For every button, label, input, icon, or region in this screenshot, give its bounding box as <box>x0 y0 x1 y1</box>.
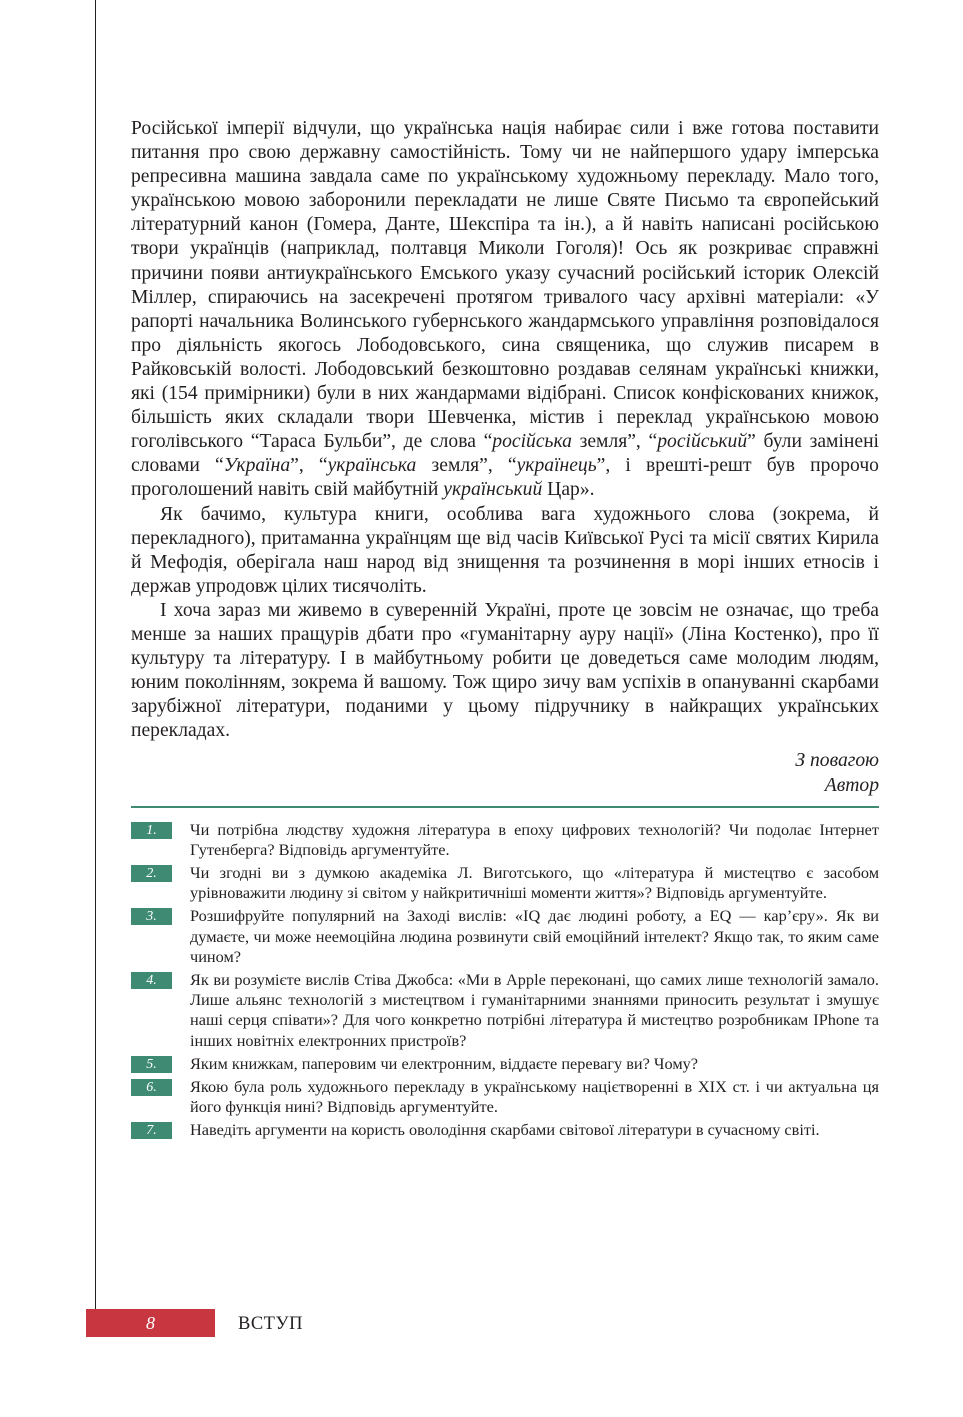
question-number-badge: 6. <box>131 1079 172 1096</box>
question-text: Чи згодні ви з думкою академіка Л. Виготського, що «література й мистецтво є засобом урівноважити людину зі світом у найкритичніші моменти життя»? Відповідь аргументуйте. <box>190 863 879 903</box>
page-content <box>131 117 879 1144</box>
body-paragraph <box>131 599 879 744</box>
text-run: ”, і врешті-решт був пророчо проголошений навіть свій майбутній <box>131 455 879 501</box>
question-text: Як ви розумієте вислів Стіва Джобса: «Ми в Apple переконані, що самих лише технологій замало. Лише альянс технологій з мистецтвом і гуманітарними знаннями приносить результат і змушує наші серця співати»? Для чого конкретно потрібні література й мистецтво розробникам IPhone та інших новітніх електронних пристроїв? <box>190 970 879 1050</box>
body-paragraph <box>131 503 879 599</box>
signature-closing: З повагою <box>795 750 879 772</box>
page-number: 8 <box>146 1313 155 1333</box>
body-paragraph <box>131 117 879 503</box>
italic-term: Україна <box>223 455 291 477</box>
question-text: Яким книжкам, паперовим чи електронним, віддаєте перевагу ви? Чому? <box>190 1053 698 1073</box>
question-number-badge: 3. <box>131 908 172 925</box>
question-item <box>131 1077 879 1117</box>
question-text: Розшифруйте популярний на Заході вислів: «IQ дає людині роботу, а EQ — кар’єру». Як ви думаєте, чи може неемоційна людина розвинути свій емоційний інтелект? Якщо так, то яким саме чином? <box>190 906 879 966</box>
questions-list <box>131 820 879 1141</box>
text-run: земля”, “ <box>416 455 517 477</box>
question-number-badge: 5. <box>131 1056 172 1073</box>
italic-term: українець <box>516 455 597 477</box>
section-divider <box>131 806 879 808</box>
question-item <box>131 1054 879 1074</box>
question-number-badge: 4. <box>131 972 172 989</box>
signature-author: Автор <box>824 774 879 796</box>
margin-rule <box>95 0 96 1310</box>
question-item <box>131 863 879 903</box>
question-item <box>131 1120 879 1140</box>
text-run: ” були замінені словами “ <box>131 431 880 477</box>
page-number-bar <box>86 1309 215 1337</box>
text-run: Цар». <box>542 479 595 501</box>
text-run: Як бачимо, культура книги, особлива вага художнього слова (зокрема, й перекладного), притаманна українцям ще від часів Київської Русі та місії святих Кирила й Мефодія, оберігала наш народ від знищення та розчинення в морі інших етносів і держав упродовж цілих тисячоліть. <box>131 503 879 597</box>
signature <box>131 749 879 797</box>
question-number-badge: 7. <box>131 1122 172 1139</box>
body-text <box>131 117 879 743</box>
question-text: Якою була роль художнього перекладу в українському націєтворенні в XIX ст. і чи актуальна ця його функція нині? Відповідь аргументуйте. <box>190 1077 879 1117</box>
question-text: Чи потрібна людству художня література в епоху цифрових технологій? Чи подолає Інтернет Гутенберга? Відповідь аргументуйте. <box>190 819 879 859</box>
italic-term: український <box>443 479 543 501</box>
text-run: Російської імперії відчули, що українська нація набирає сили і вже готова поставити питання про свою державну самостійність. Тому чи не найпершого удару імперська репресивна машина завдала саме по українському художньому перекладу. Мало того, українською мовою заборонили перекладати не лише Святе Письмо та європейський літературний канон (Гомера, Данте, Шекспіра та ін.), а й навіть написані російською твори українців (наприклад, полтавця Миколи Гоголя)! Ось як розкриває справжні причини появи антиукраїнського Емського указу сучасний російський історик Олексій Міллер, спираючись на засекречені протягом тривалого часу архівні матеріали: «У рапорті начальника Волинського губернського жандармського управління розповідалося про діяльність якогось Лободовського, сина священика, що служив писарем в Райковській волості. Лободовський безкоштовно роздавав селянам українські книжки, які (154 примірники) були в них жандармами відібрані. Список конфіскованих книжок, більшість яких складали твори Шевченка, містив і переклад українською мовою гоголівського “Тараса Бульби”, де слова “ <box>131 118 879 453</box>
italic-term: російська <box>492 431 572 453</box>
question-item <box>131 906 879 967</box>
section-name: ВСТУП <box>238 1314 303 1334</box>
question-number-badge: 2. <box>131 865 172 882</box>
text-run: ”, “ <box>290 455 328 477</box>
italic-term: українська <box>327 455 417 477</box>
question-item <box>131 820 879 860</box>
text-run: І хоча зараз ми живемо в суверенній Україні, проте це зовсім не означає, що треба менше за наших пращурів дбати про «гуманітарну ауру нації» (Ліна Костенко), про її культуру та літературу. І в майбутньому робити це доведеться саме молодим людям, юним поколінням, зокрема й вашому. Тож щиро зичу вам успіхів в опануванні скарбами зарубіжної літератури, поданими у цьому підручнику в найкращих українських перекладах. <box>131 599 879 742</box>
question-item <box>131 970 879 1051</box>
question-number-badge: 1. <box>131 822 172 839</box>
question-text: Наведіть аргументи на користь оволодіння скарбами світової літератури в сучасному світі. <box>190 1120 820 1140</box>
italic-term: російський <box>657 431 748 453</box>
text-run: земля”, “ <box>571 431 658 453</box>
